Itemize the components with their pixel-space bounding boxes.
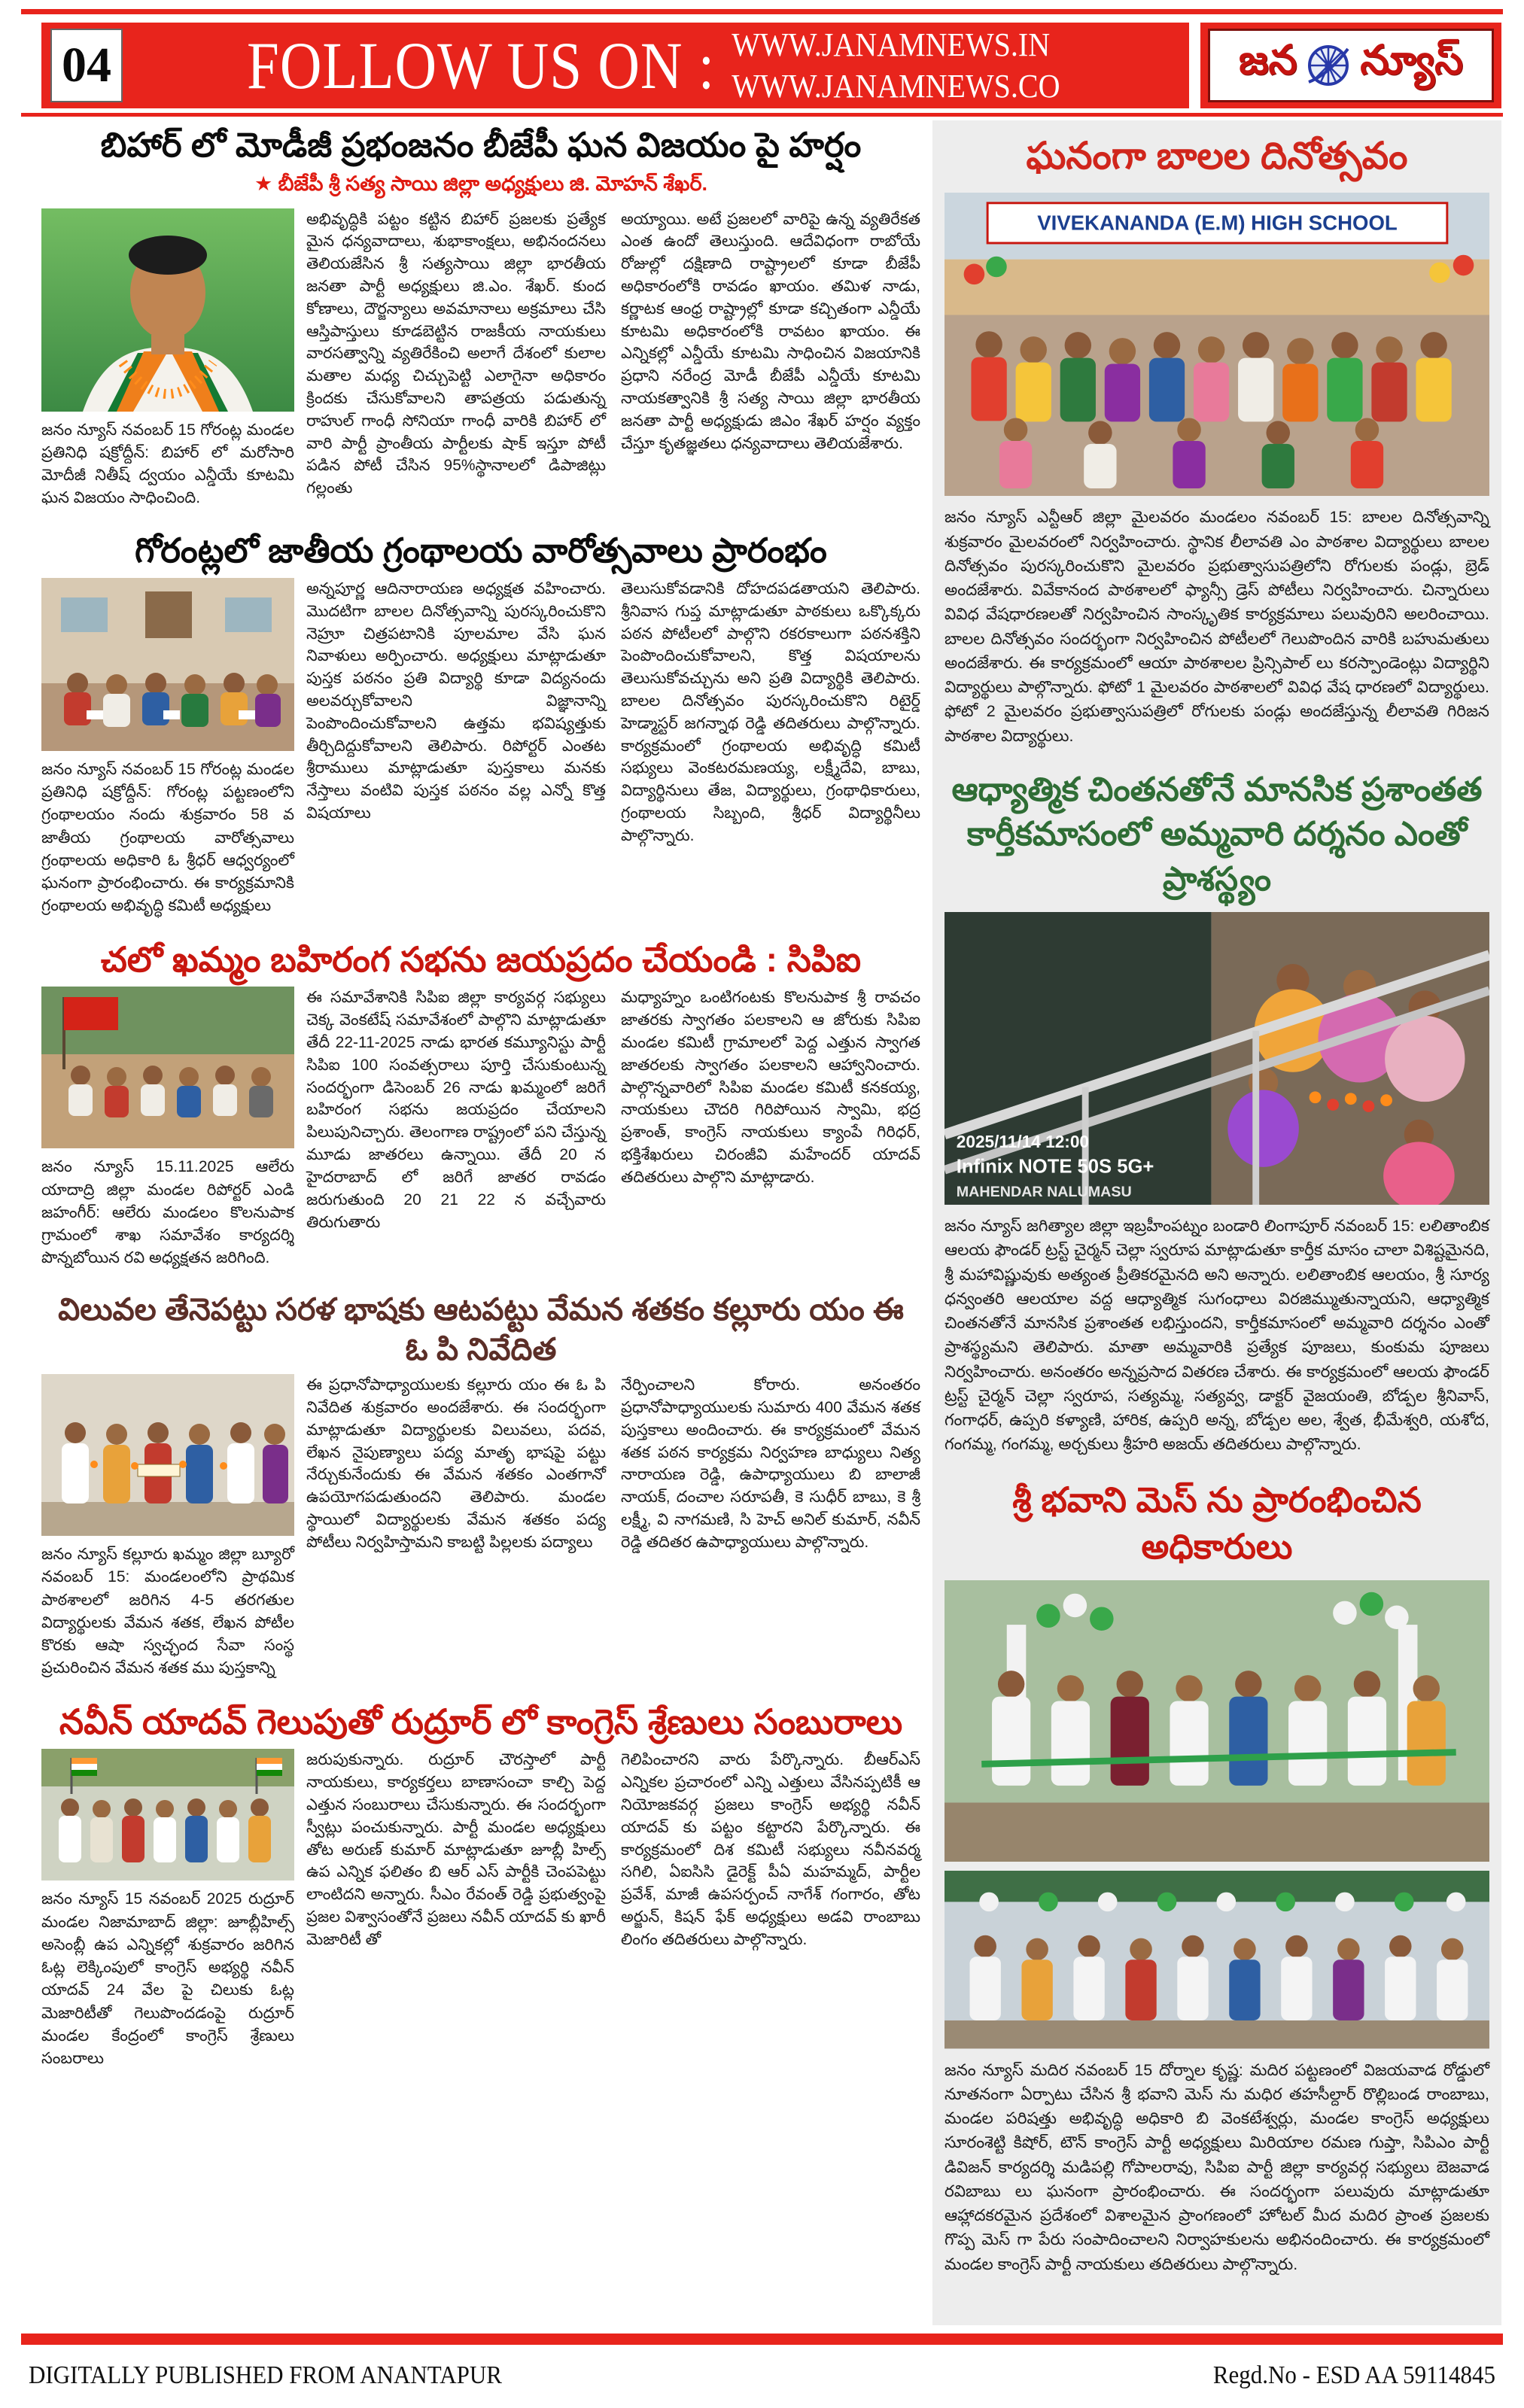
footer-regd-number: Regd.No - ESD AA 59114845 <box>1212 2360 1495 2389</box>
article1-body <box>306 208 920 500</box>
article1-col2: అయ్యాయి. అటే ప్రజలలో వారిపై ఉన్న వ్యతిరేకత ఎంత ఉందో తెలుస్తుంది. ఆదేవిధంగా రాబోయే రోజుల్లో దక్షిణాది రాష్ట్రాలలో కూడా బీజేపీ అధికారంలోకి రావడం ఖాయం. తమిళ నాడు, కర్ణాటక ఆంధ్ర రాష్ట్రాల్లో కూడా కచ్చితంగా ఎన్డీయే కూటమి అధికారంలోకి రావటం ఖాయం. ఈ ఎన్నికల్లో ఎన్డీయే కూటమి సాధించిన విజయానికి ప్రధాని నరేంద్ర మోడీ బీజేపీ ఎన్డీయే కూటమి నాయకత్వానికి శ్రీ సత్య సాయి జిల్లా భారతీయ జనతా పార్టీ అధ్యక్షుడు జిఎం శేఖర్ హర్షం వ్యక్తం చేస్తూ కృతజ్ఞతలు ధన్యవాదాలు తెలియజేశారు. <box>621 210 920 452</box>
logo-text-news: న్యూస్ <box>1360 38 1463 83</box>
article4-body <box>306 1374 920 1560</box>
footer-publisher: DIGITALLY PUBLISHED FROM ANANTAPUR <box>29 2360 502 2389</box>
article-bihar-bjp-victory <box>41 120 920 509</box>
r2-headline: ఆధ్యాత్మిక చింతనతోనే మానసిక ప్రశాంతత కార్తీకమాసంలో అమ్మవారి దర్శనం ఎంతో ప్రాశస్థ్యం <box>951 771 1483 898</box>
ribbon-cutting-photo <box>945 1580 1489 1862</box>
article1-col1: అభివృద్ధికి పట్టం కట్టిన బిహార్ ప్రజలకు ప్రత్యేక మైన ధన్యవాదాలు, శుభాకాంక్షలు, అభినందనలు తెలియజేసిన శ్రీ సత్యసాయి జిల్లా భారతీయ జనతా పార్టీ అధ్యక్షులు జి.ఎం. శేఖర్. కుంద కోణాలు, దౌర్జన్యాలు అవమానాలు అక్రమాలు చేసి ఆస్తిపాస్తులు కూడబెట్టిన రాజకీయ నాయకులు వారసత్వాన్ని వ్యతిరేకించి అలాగే దేశంలో కులాల మతాల మధ్య చిచ్చుపెట్టి ఎలాగైనా అధికారం క్రిందకు చేసుకోవాలని తాపత్రయ పడుతున్న రాహుల్ గాంధీ సోనియా గాంధీ వారికి బిహార్ లో వారి పార్టీ ప్రాంతీయ పార్టీలకు షాక్ ఇస్తూ పోటీ పడిన పోటీ చేసిన 95%స్థానాలలో డిపాజిట్లు గల్లంతు <box>306 210 606 497</box>
article5-body <box>306 1749 920 1956</box>
article1-photo <box>41 208 294 412</box>
congress-celebration-illustration <box>41 1749 294 1880</box>
watermark-photographer: MAHENDAR NALUMASU <box>956 1184 1132 1201</box>
top-divider <box>21 9 1503 14</box>
right-panel <box>932 120 1501 2325</box>
article5-col2: గెలిపించారని వారు పేర్కొన్నారు. బీఆర్ఎస్ ఎన్నికల ప్రచారంలో ఎన్ని ఎత్తులు వేసినప్పటికీ ఆ నియోజకవర్గ ప్రజలు కాంగ్రెస్ అభ్యర్థి నవీన్ యాదవ్ కు పట్టం కట్టారని పేర్కొన్నారు. ఈ కార్యక్రమంలో దిశ కమిటీ సభ్యులు నవీనవర్మ సగిలి, ఏఐసిసి డైరెక్ట్ పీఏ మహమ్మద్, పార్టీల ప్రవేశ్, మాజీ ఉపసర్పంచ్ నాగేశ్ గంగారం, తోట అర్జున్, కిషన్ ఫేక్ అధ్యక్షులు అడవి రాంబాబు లింగం తదితరులు పాల్గొన్నారు. <box>621 1751 920 1948</box>
article-congress-celebrations <box>41 1697 920 2071</box>
school-banner-text: VIVEKANANDA (E.M) HIGH SCHOOL <box>1037 210 1398 234</box>
article-bhavani-mess <box>945 1476 1489 2276</box>
childrens-day-illustration <box>945 193 1489 497</box>
book-presentation-illustration <box>41 1374 294 1536</box>
ribbon-cutting-illustration <box>945 1580 1489 1862</box>
article1-lead: జనం న్యూస్ నవంబర్ 15 గోరంట్ల మండల ప్రతినిధి షక్రోద్దీన్: బిహార్ లో మరోసారి మోదీజీ నితీష్ ద్వయం ఎన్డీయే కూటమి ఘన విజయం సాధించింది. <box>41 421 294 507</box>
article-childrens-day <box>945 131 1489 748</box>
library-group-illustration <box>41 578 294 751</box>
page-body <box>41 120 1501 2325</box>
article3-headline: చలో ఖమ్మం బహిరంగ సభను జయప్రదం చేయండి : సిపిఐ <box>100 939 862 979</box>
masthead-band <box>41 23 1189 108</box>
article2-headline: గోరంట్లలో జాతీయ గ్రంథాలయ వారోత్సవాలు ప్రారంభం <box>135 531 827 570</box>
article4-col2: నేర్పించాలని కోరారు. అనంతరం ప్రధానోపాధ్యాయులకు సుమారు 400 వేమన శతక పుస్తకాలు అందించారు. ఈ కార్యక్రమంలో వేమన శతక పఠన కార్యక్రమ నిర్వహణ బాధ్యులు నిత్య నారాయణ రెడ్డి, ఉపాధ్యాయులు బి బాలాజీ నాయక్, దంచాల సరూపతీ, కె సుధీర్ బాబు, కె శ్రీ లక్ష్మీ, వి నాగమణి, సి హెచ్ అనిల్ కుమార్, నవీన్ రెడ్డి తదితర ఉపాధ్యాయులు పాల్గొన్నారు. <box>621 1376 920 1551</box>
article2-col2: తెలుసుకోవడానికి దోహదపడతాయని తెలిపారు. శ్రీనివాస గుప్త మాట్లాడుతూ పాఠకులు ఒక్కొక్కరు పఠన పోటీలలో పాల్గొని రకరకాలుగా పఠనశక్తిని పెంపొందించుకోవాలని, కొత్త విషయాలను తెలుసుకోవచ్చును అని ప్రతి విద్యార్థికి తెలిపారు. బాలల దినోత్సవం పురస్కరించుకొని రిటైర్డ్ హెడ్మాస్టర్ జగన్నాథ రెడ్డి తదితరులు పాల్గొన్నారు. కార్యక్రమంలో గ్రంథాలయ అభివృద్ధి కమిటీ సభ్యులు వెంకటరమణయ్య, లక్ష్మీదేవి, బాబు, విద్యార్థినులు తేజ, విద్యార్థులు, గ్రంథాధికారులు, గ్రంథాలయ సిబ్బంది, శ్రీధర్ విద్యార్థినీలు పాల్గొన్నారు. <box>621 579 920 844</box>
article2-body <box>306 578 920 847</box>
r1-body: జనం న్యూస్ ఎన్టీఆర్ జిల్లా మైలవరం మండలం నవంబర్ 15: బాలల దినోత్సవాన్ని శుక్రవారం మైలవరంలో నిర్వహించారు. స్థానిక లీలావతి ఎం పాఠశాల విద్యార్థులు బాలల దినోత్సవం పురస్కరించుకొని మైలవరం ప్రభుత్వాసుపత్రిలోని రోగులకు పండ్లు, బ్రెడ్ అందజేశారు. వివేకానంద పాఠశాలలో ఫ్యాన్సీ డ్రెస్ పోటీలు నిర్వహించారు. చిన్నారులు వివిధ వేషధారణలతో నిర్వహించిన సాంస్కృతిక కార్యక్రమాలు పలువురిని అలరించాయి. బాలల దినోత్సవం సందర్భంగా నిర్వహించిన పోటీలలో గెలుపొందిన వారికి బహుమతులు అందజేశారు. ఈ కార్యక్రమంలో ఆయా పాఠశాలల ప్రిన్సిపాల్ లు కరస్పాండెంట్లు విద్యార్థిని విద్యార్థులు పాల్గొన్నారు. ఫోటో 1 మైలవరం పాఠశాలలో వివిధ వేష ధారణలో విద్యార్థులు. ఫోటో 2 మైలవరం ప్రభుత్వాసుపత్రిలో రోగులకు పండ్లు అందజేస్తున్న లీలావతి గిరిజన పాఠశాల విద్యార్థులు. <box>945 508 1489 745</box>
masthead-logo <box>1200 23 1501 108</box>
article3-col1: ఈ సమావేశానికి సిపిఐ జిల్లా కార్యవర్గ సభ్యులు చెక్క వెంకటేష్ సమావేశంలో పాల్గొని మాట్లాడుతూ తేదీ 22-11-2025 నాడు భారత కమ్యూనిస్టు పార్టీ సిపిఐ 100 సంవత్సరాలు పూర్తి చేసుకుంటున్న సందర్భంగా డిసెంబర్ 26 నాడు ఖమ్మంలో జరిగే బహిరంగ సభను జయప్రదం చేయాలని పిలుపునిచ్చారు. తెలంగాణ రాష్ట్రంలో పని చేస్తున్న మూడు జాతరలు ఉన్నాయి. తేదీ 20 న హైదరాబాద్ లో జరిగే జాతర రావడం జరుగుతుంది 20 21 22 న వచ్చేవారు తిరుగుతారు <box>306 989 606 1231</box>
article3-col2: మధ్యాహ్నం ఒంటిగంటకు కొలనుపాక శ్రీ రావచం జాతరకు స్వాగతం పలకాలని ఆ జోరుకు సిపిఐ మండల కమిటీ గ్రామాలలో పెద్ద ఎత్తున స్వాగత జాతరలకు స్వాగతం పలకాలని ఆహ్వానించారు. పాల్గొన్నవారిలో సిపిఐ మండల కమిటీ కనకయ్య, నాయకులు చౌదరి గిరిపోయిన స్వామి, భద్ర ప్రశాంత్, కాంగ్రెస్ నాయకులు క్యాంపే గిరిధర్, భక్తిశేఖరులు చిరంజీవి మహేందర్ యాదవ్ తదితరులు పాల్గొని మాట్లాడారు. <box>621 989 920 1186</box>
watermark-timestamp: 2025/11/14 12:00 <box>956 1132 1090 1152</box>
article4-lead: జనం న్యూస్ కల్లూరు ఖమ్మం జిల్లా బ్యూరో నవంబర్ 15: మండలంలోని ప్రాథమిక పాఠశాలలో జరిగిన 4-5 తరగతుల విద్యార్థులకు వేమన శతక, లేఖన పోటీల కొరకు ఆషా స్వచ్ఛంద సేవా సంస్థ ప్రచురించిన వేమన శతక ము పుస్తకాన్ని <box>41 1546 294 1677</box>
article2-col1: అన్నపూర్ణ ఆదినారాయణ అధ్యక్షత వహించారు. మొదటిగా బాలల దినోత్సవాన్ని పురస్కరించుకొని నెహ్రూ చిత్రపటానికి పూలమాల వేసి ఘన నివాళులు అర్పించారు. అధ్యక్షులు మాట్లాడుతూ పుస్తక పఠనం ప్రతి విద్యార్థి కూడా విద్యనందు అలవర్చుకోవాలని విజ్ఞానాన్ని పెంపొందించుకోవాలని ఉత్తమ భవిష్యత్తుకు తీర్చిదిద్దుకోవాలని తెలిపారు. రిపోర్టర్ ఎంతట శ్రీరాములు మాట్లాడుతూ పుస్తకాలు మనకు నేస్తాలు వంటివి పుస్తక పఠనం వల్ల ఎన్నో కొత్త విషయాలు <box>306 579 606 822</box>
left-column <box>41 120 920 2325</box>
article1-byline: ★ బీజేపీ శ్రీ సత్య సాయి జిల్లా అధ్యక్షులు జి. మోహన్ శేఖర్. <box>254 172 708 195</box>
bjp-leader-portrait-illustration <box>41 208 294 412</box>
follow-us-label: FOLLOW US ON : <box>247 27 716 102</box>
url-janamnews-in: WWW.JANAMNEWS.IN <box>732 26 1051 63</box>
article-karthika-masam <box>945 768 1489 1457</box>
article1-headline: బిహార్ లో మోడీజీ ప్రభంజనం బీజేపీ ఘన విజయం పై హర్షం <box>100 126 862 164</box>
url-janamnews-co: WWW.JANAMNEWS.CO <box>732 67 1060 105</box>
mess-group-photo <box>945 1871 1489 2048</box>
article2-photo <box>41 578 294 751</box>
footer-divider <box>21 2334 1503 2345</box>
article4-headline: విలువల తేనెపట్టు సరళ భాషకు ఆటపట్టు వేమన శతకం కల్లూరు యం ఈ ఓ పి నివేదిత <box>58 1291 904 1367</box>
temple-photo <box>945 912 1489 1205</box>
childrens-day-photo <box>945 193 1489 497</box>
article3-body <box>306 987 920 1233</box>
article5-lead: జనం న్యూస్ 15 నవంబర్ 2025 రుద్రూర్ మండల నిజామాబాద్ జిల్లా: జూబ్లీహిల్స్ అసెంబ్లీ ఉప ఎన్నికల్లో శుక్రవారం జరిగిన ఓట్ల లెక్కింపులో కాంగ్రెస్ అభ్యర్థి నవీన్ యాదవ్ 24 వేల పై చిలుకు ఓట్ల మెజారిటీతో గెలుపొందడంపై రుద్రూర్ మండల కేంద్రంలో కాంగ్రెస్ శ్రేణులు సంబరాలు <box>41 1890 294 2067</box>
article5-photo <box>41 1749 294 1880</box>
article5-col1: జరుపుకున్నారు. రుద్రూర్ చౌరస్తాలో పార్టీ నాయకులు, కార్యకర్తలు బాణాసంచా కాల్చి పెద్ద ఎత్తున సంబురాలు చేసుకున్నారు. ఈ సందర్భంగా స్వీట్లు పంచుకున్నారు. పార్టీ మండల అధ్యక్షులు తోట అరుణ్ కుమార్ మాట్లాడుతూ జూబ్లీ హిల్స్ ఉప ఎన్నిక ఫలితం బి ఆర్ ఎస్ పార్టీకి చెంపపెట్టు లాంటిదని అన్నారు. సీఎం రేవంత్ రెడ్డి ప్రభుత్వంపై ప్రజల విశ్వాసంతోనే ప్రజలు నవీన్ యాదవ్ కు ఖారీ మెజారిటీ తో <box>306 1751 606 1948</box>
article3-photo <box>41 987 294 1148</box>
cpi-meeting-illustration <box>41 987 294 1148</box>
article4-photo <box>41 1374 294 1536</box>
footer <box>29 2360 1495 2390</box>
article-library-week <box>41 526 920 917</box>
page-number: 04 <box>50 29 123 102</box>
article3-lead: జనం న్యూస్ 15.11.2025 ఆలేరు యాదాద్రి జిల్లా మండల రిపోర్టర్ ఎండి జహంగీర్: ఆలేరు మండలం కొలనుపాక గ్రామంలో శాఖ సమావేశం కార్యదర్శి పొన్నబోయిన రవి అధ్యక్షతన జరిగింది. <box>41 1158 294 1267</box>
masthead-rule <box>21 113 1503 117</box>
r3-headline: శ్రీ భవాని మెస్ ను ప్రారంభించిన అధికారులు <box>1012 1479 1422 1566</box>
website-urls <box>732 24 1060 107</box>
r2-body: జనం న్యూస్ జగిత్యాల జిల్లా ఇబ్రహీంపట్నం బండారి లింగాపూర్ నవంబర్ 15: లలితాంబిక ఆలయ ఫౌండర్ ట్రస్ట్ చైర్మన్ చెల్లా స్వరూప మాట్లాడుతూ కార్తీక మాసం చాలా విశిష్టమైనది, శ్రీ మహావిష్ణువుకు అత్యంత ప్రీతికరమైనది అని అన్నారు. లలితాంబిక ఆలయం, శ్రీ సూర్య ధన్వంతరి ఆలయాల వద్ద ఆధ్యాత్మిక సుగంధాలు విరజిమ్ముతున్నాయని, ఆధ్యాత్మిక చింతనతోనే మానసిక ప్రశాంతత లభిస్తుందని, కార్తీకమాసంలో అమ్మవారి దర్శనం ఎంతో ప్రాశస్థ్యమని తెలిపారు. మాతా అమ్మవారికి ప్రత్యేక పూజలు, కుంకుమ పూజలు నిర్వహించారు. అనంతరం అన్నప్రసాద వితరణ చేశారు. ఈ కార్యక్రమంలో ఆలయ ఫౌండర్ ట్రస్ట్ చైర్మన్ చెల్లా స్వరూప, సత్యమ్మ, సత్యవ్వ, డాక్టర్ వైజయంతి, బోడ్పల శ్రీనివాస్, గంగాధర్, ఉప్పరి కళ్యాణి, హారిక, ఉప్పరి అన్న, బోడ్పల అల, శ్వేత, భీమేశ్వరి, యశోద, గంగమ్మ, గంగమ్మ, అర్చకులు శ్రీహరి అజయ్ తదితరులు పాల్గొన్నారు. <box>945 1217 1489 1454</box>
logo-text-jana: జన <box>1238 38 1297 83</box>
watermark-device: Infinix NOTE 50S 5G+ <box>956 1156 1154 1178</box>
mess-group-illustration <box>945 1871 1489 2048</box>
r1-headline: ఘనంగా బాలల దినోత్సవం <box>1026 135 1408 177</box>
article4-col1: ఈ ప్రధానోపాధ్యాయులకు కల్లూరు యం ఈ ఓ పి నివేదిత శుక్రవారం అందజేశారు. ఈ సందర్భంగా మాట్లాడుతూ విద్యార్థులకు విలువలు, పదవ, లేఖన నైపుణ్యాలు పద్య మాతృ భాషపై పట్టు నేర్చుకునేందుకు ఈ వేమన శతకం ఎంతగానో ఉపయోగపడుతుందని తెలిపారు. మండల స్థాయిలో విద్యార్థులకు వేమన శతకం పద్య పోటీలు నిర్వహిస్తామని కాబట్టి పిల్లలకు పద్యాలు <box>306 1376 606 1551</box>
temple-devotees-illustration <box>945 912 1489 1205</box>
article-vemana-shatakam <box>41 1287 920 1680</box>
article5-headline: నవీన్ యాదవ్ గెలుపుతో రుద్రూర్ లో కాంగ్రెస్ శ్రేణులు సంబురాలు <box>59 1701 903 1741</box>
r3-body: జనం న్యూస్ మదిర నవంబర్ 15 దోర్నాల కృష్ణ: మదిర పట్టణంలో విజయవాడ రోడ్డులో నూతనంగా ఏర్పాటు చేసిన శ్రీ భవాని మెస్ ను మధిర తహసీల్దార్ రొల్లిబండ రాంబాబు, మండల పరిషత్తు అభివృద్ధి అధికారి బి వెంకటేశ్వర్లు, మండల కాంగ్రెస్ అధ్యక్షులు సూరంశెట్టి కిషోర్, టౌన్ కాంగ్రెస్ పార్టీ అధ్యక్షులు మిరియాల రమణ గుప్తా, సిపిఎం పార్టీ డివిజన్ కార్యదర్శి మడిపల్లి గోపాలరావు, సిపిఐ పార్టీ జిల్లా కార్యవర్గ సభ్యులు బెజవాడ రవిబాబు లు ఘనంగా ప్రారంభించారు. ఈ సందర్భంగా పలువురు మాట్లాడుతూ ఆహ్లాదకరమైన ప్రదేశంలో విశాలమైన ప్రాంగణంలో హోటల్ మీద మదిర ప్రాంత ప్రజలకు గొప్ప మెస్ గా పేరు సంపాదించాలని నిర్వాహకులను అభినందించారు. ఈ కార్యక్రమంలో మండల కాంగ్రెస్ పార్టీ నాయకులు తదితరులు పాల్గొన్నారు. <box>945 2060 1489 2273</box>
article2-lead: జనం న్యూస్ నవంబర్ 15 గోరంట్ల మండల ప్రతినిధి షక్రోద్దీన్: గోరంట్ల పట్టణంలోని గ్రంథాలయం నందు శుక్రవారం 58 వ జాతీయ గ్రంథాలయ వారోత్సవాలు గ్రంథాలయ అధికారి ఓ శ్రీధర్ ఆధ్వర్యంలో ఘనంగా ప్రారంభించారు. ఈ కార్యక్రమానికి గ్రంథాలయ అభివృద్ధి కమిటీ అధ్యక్షులు <box>41 760 294 915</box>
ashoka-chakra-icon <box>1304 41 1352 90</box>
article-cpi-khammam-meeting <box>41 935 920 1270</box>
